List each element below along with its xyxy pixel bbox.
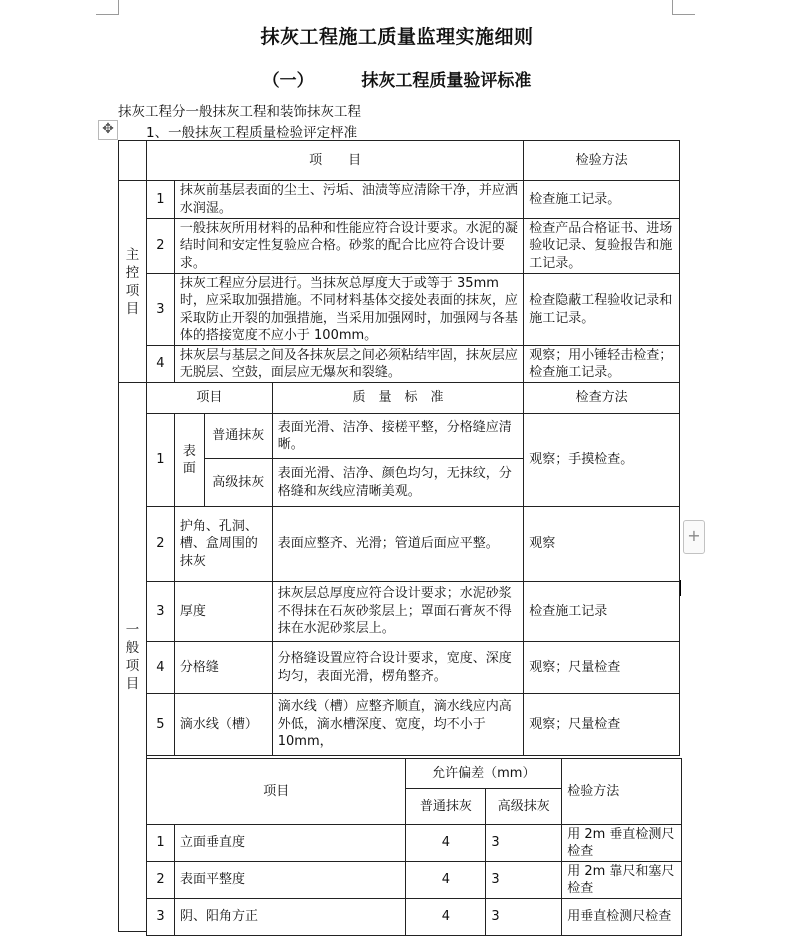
main-control-group-label: 主 控 项 目 <box>119 181 147 383</box>
table-row: 1 表面 普通抹灰 表面光滑、洁净、接槎平整，分格缝应清晰。 观察；手摸检查。 <box>119 414 680 459</box>
corner-mark-left <box>96 0 119 15</box>
section-title: 抹灰工程质量验评标准 <box>361 71 532 91</box>
table-row: 4 分格缝 分格缝设置应符合设计要求，宽度、深度均匀，表面光滑，楞角整齐。 观察；尺量检查 <box>119 642 680 694</box>
tolerance-header-row: 项目 允许偏差（mm） 检验方法 <box>147 759 682 789</box>
table-move-handle-icon[interactable]: ✥ <box>98 120 118 140</box>
table-row: 2 一般抹灰所用材料的品种和性能应符合设计要求。水泥的凝结时间和安定性复验应合格。砂浆的配合比应符合设计要求。 检查产品合格证书、进场验收记录、复验报告和施工记录。 <box>119 219 680 274</box>
header-item: 项 目 <box>146 141 523 181</box>
tolerance-table <box>146 758 682 936</box>
table-row: 3 厚度 抹灰层总厚度应符合设计要求；水泥砂浆不得抹在石灰砂浆层上；罩面石膏灰不得抹在水泥砂浆层上。 检查施工记录 <box>119 582 680 642</box>
intro-text: 抹灰工程分一般抹灰工程和装饰抹灰工程 <box>118 104 361 120</box>
table-row: 高级抹灰 表面光滑、洁净、颜色均匀，无抹纹，分格缝和灰线应清晰美观。 <box>119 459 680 507</box>
text-cursor <box>680 580 681 596</box>
header-method: 检验方法 <box>524 141 680 181</box>
table-row: 3 抹灰工程应分层进行。当抹灰总厚度大于或等于 35mm 时，应采取加强措施。不同材料基体交接处表面的抹灰，应采取防止开裂的加强措施，当采用加强网时，加强网与各基体的搭接宽度不应小于 100mm。 检查隐蔽工程验收记录和施工记录。 <box>119 274 680 346</box>
section-number: （一） <box>262 71 314 91</box>
corner-mark-right <box>672 0 695 15</box>
table-row: 5 滴水线（槽） 滴水线（槽）应整齐顺直，滴水线应内高外低，滴水槽深度、宽度，均不小于 10mm， 观察；尺量检查 <box>119 694 680 756</box>
table-row: 2 护角、孔洞、槽、盒周围的抹灰 表面应整齐、光滑；管道后面应平整。 观察 <box>119 507 680 582</box>
table-row: 4 抹灰层与基层之间及各抹灰层之间必须粘结牢固，抹灰层应无脱层、空鼓，面层应无爆灰和裂缝。 观察；用小锤轻击检查；检查施工记录。 <box>119 346 680 383</box>
general-header-row: 一 般 项 目 项目 质 量 标 准 检查方法 <box>119 383 680 414</box>
general-group-label: 一 般 项 目 <box>119 383 147 932</box>
table-row: 2 表面平整度 4 3 用 2m 靠尺和塞尺检查 <box>147 862 682 899</box>
document-title: 抹灰工程施工质量监理实施细则 <box>260 26 534 48</box>
table-header-row <box>119 141 680 181</box>
tolerance-subheader-row: 普通抹灰 高级抹灰 <box>147 789 682 825</box>
section-heading <box>0 66 794 91</box>
table-row: 3 阴、阳角方正 4 3 用垂直检测尺检查 <box>147 899 682 936</box>
table-row: 1 立面垂直度 4 3 用 2m 垂直检测尺检查 <box>147 825 682 862</box>
table-row: 主 控 项 目 1 抹灰前基层表面的尘土、污垢、油渍等应清除干净，并应洒水润湿。 检查施工记录。 <box>119 181 680 219</box>
subheading: 1、一般抹灰工程质量检验评定枰准 <box>146 125 358 141</box>
add-column-button[interactable]: + <box>683 520 705 554</box>
